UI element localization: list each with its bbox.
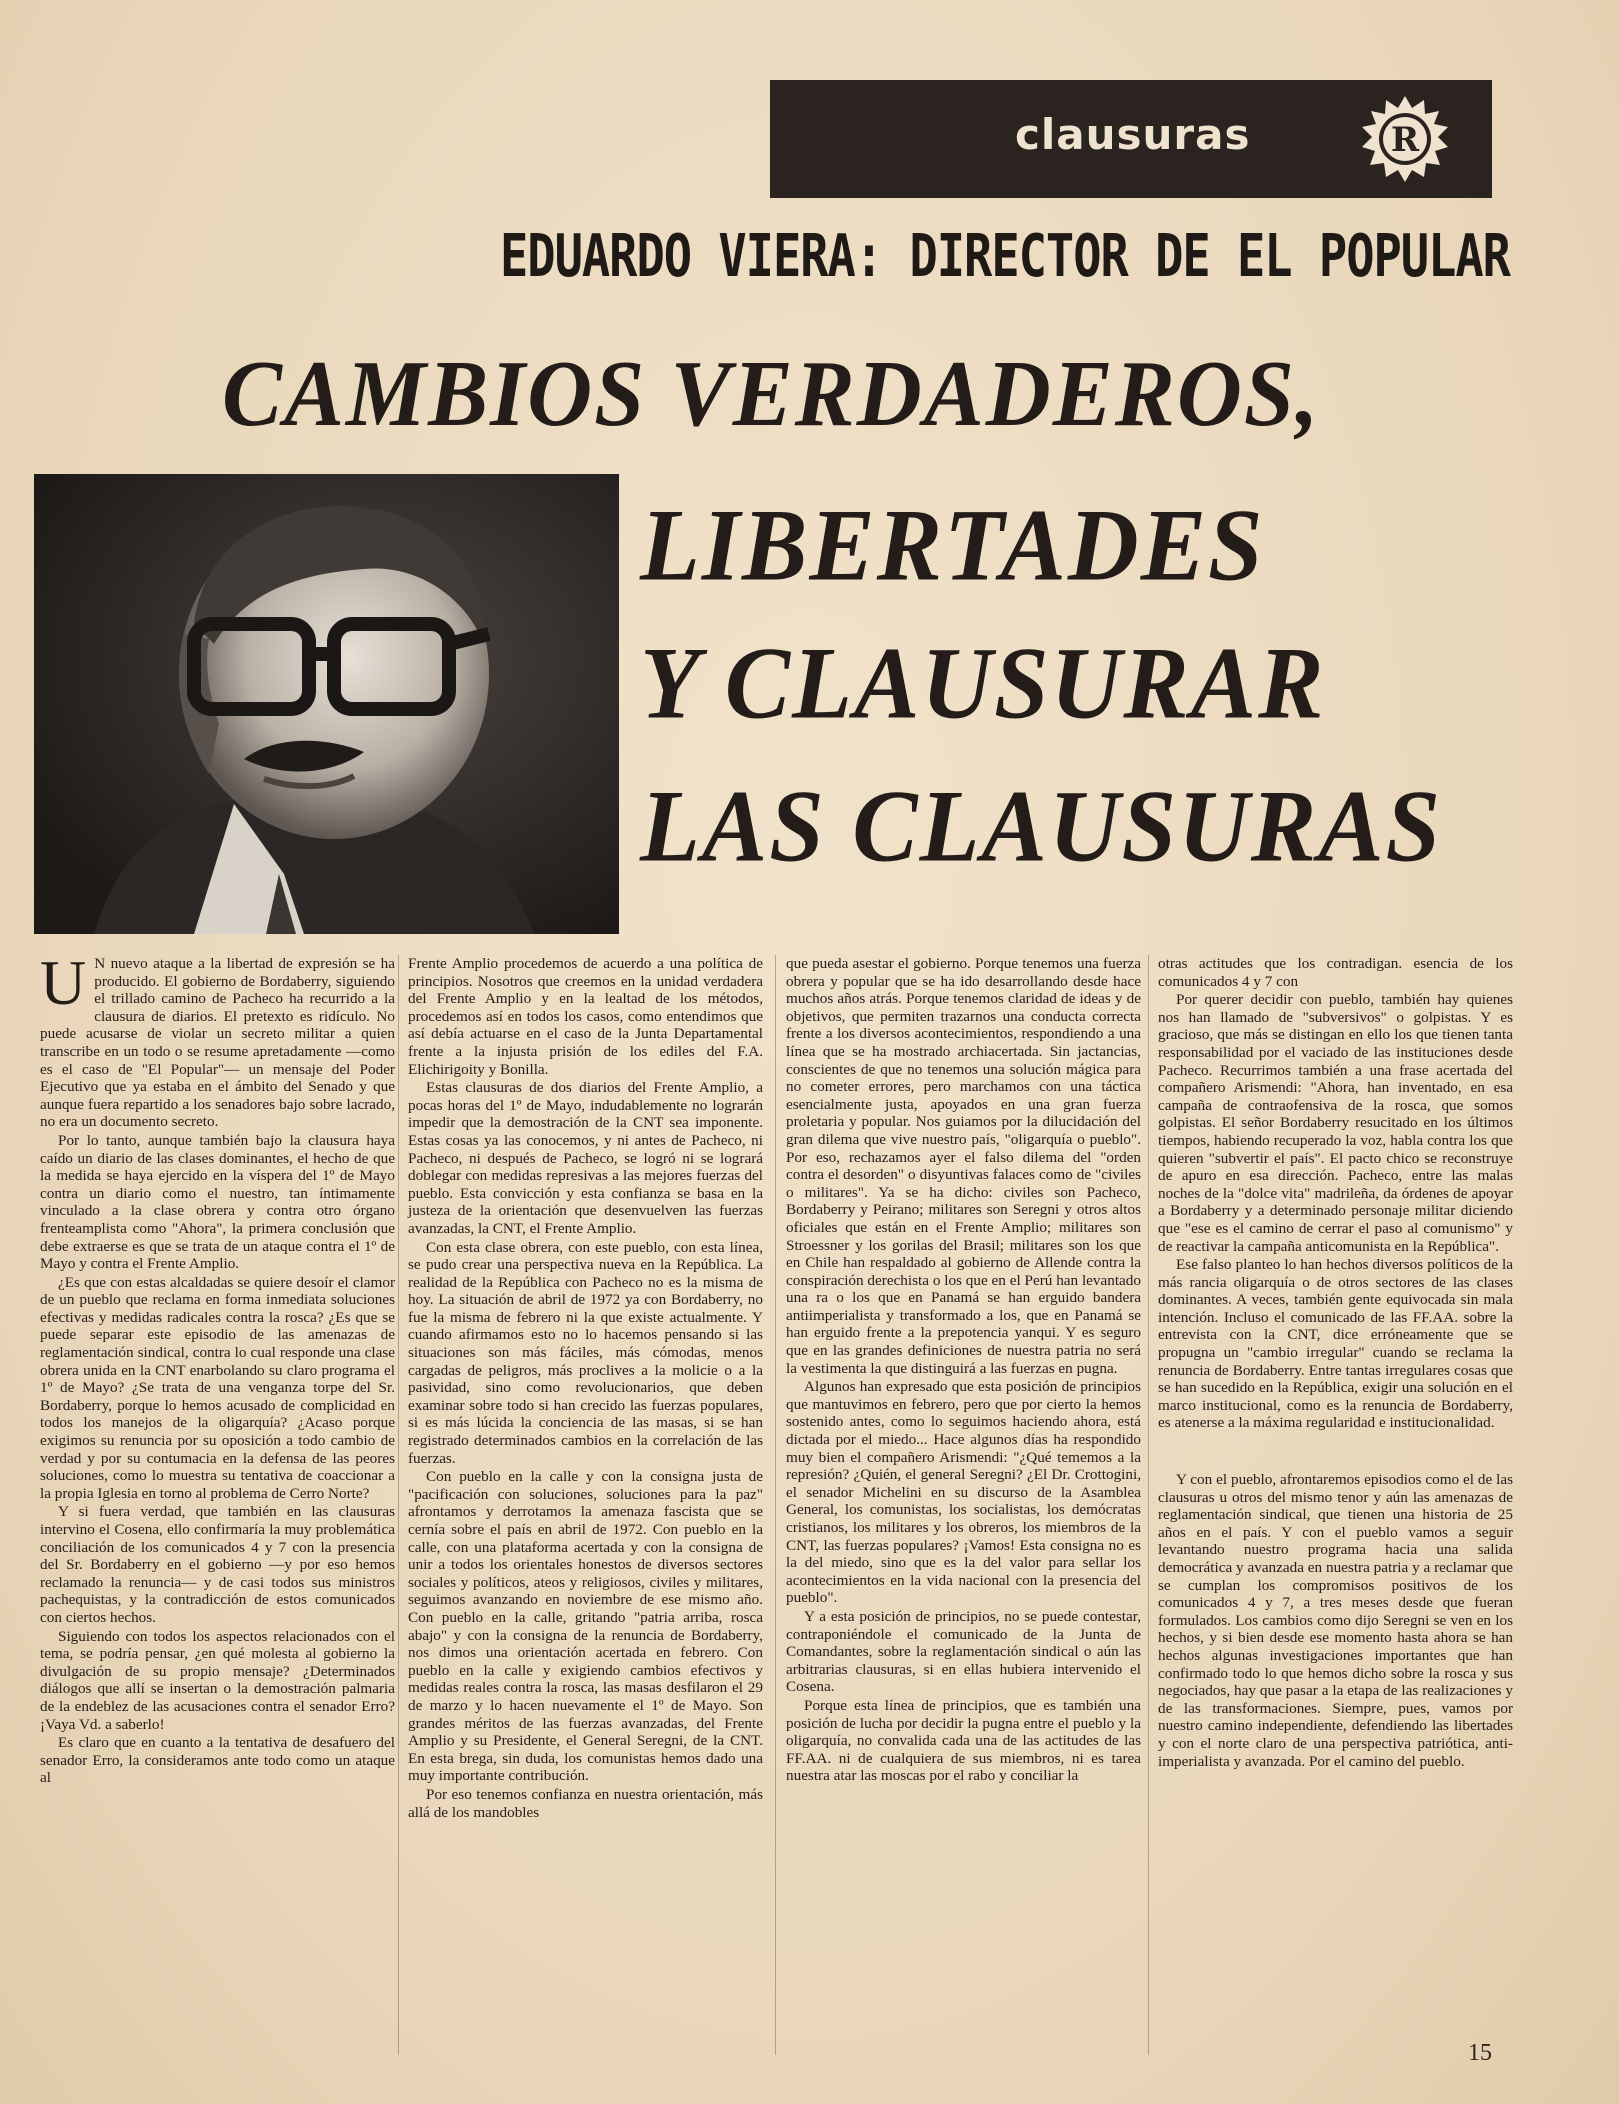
paragraph: Por querer decidir con pueblo, también hay quienes nos han llamado de "subversivos" o golpistas. Y es gracioso, que más se distingan en ello los que tienen tanta responsabilidad por el vaciado de las instituciones desde Pacheco. Recurrimos también a una frase acertada del compañero Arismendi: "Ahora, han inventado, en esa campaña de contraofensiva de la rosca, que somos golpistas. El señor Bordaberry resucitado en los últimos tiempos, habiendo recuperado la voz, habla contra los que quieren "subvertir el país". El pacto chico se reconstruye de apuro en esa dirección. Pacheco, entre las malas noches de la "dolce vita" madrileña, da órdenes de apoyar a Bordaberry y a determinado personaje militar diciendo que "ese es el camino de cerrar el paso al comunismo" y de reactivar la campaña anticomunista en la República".: [1158, 991, 1513, 1255]
kicker: EDUARDO VIERA: DIRECTOR DE EL POPULAR: [500, 222, 1510, 291]
article-column-2: [408, 955, 763, 1822]
paragraph: Por lo tanto, aunque también bajo la clausura haya caído un diario de las clases dominantes, el hecho de que la medida se haya ejercido en la víspera del 1º de Mayo contra un diario como el nuestro, tan íntimamente vinculado a la clase obrera y contra otro órgano frenteamplista como "Ahora", la primera conclusión que debe extraerse es que se trata de un ataque contra el 1º de Mayo y contra el Frente Amplio.: [40, 1131, 395, 1273]
article-column-1: [40, 947, 395, 1788]
logo-letter: R: [1390, 120, 1420, 160]
paragraph: Es claro que en cuanto a la tentativa de desafuero del senador Erro, la consideramos ante todo como un ataque al: [40, 1734, 395, 1787]
column-rule: [775, 955, 776, 2055]
article-column-3: [786, 955, 1141, 1786]
paragraph: Y con el pueblo, afrontaremos episodios como el de las clausuras u otros del mismo tenor y aún las amenazas de reglamentación sindical, que tienen una historia de 25 años en el país. Y con el pueblo vamos a seguir levantando nuestro programa hacia una salida democrática y avanzada en nuestra patria y a reclamar que se cumplan los compromisos positivos de los comunicados 4 y 7, a tres meses desde que fueran formulados. Los cambios como dijo Seregni se ven en los hechos, y si bien desde ese momento hasta ahora se han hechos algunas investigaciones importantes que han confirmado todo lo que hemos dicho sobre la rosca y sus negociados, hay que pasar a la etapa de las realizaciones y de las transformaciones. Siempre, pues, vamos por nuestro camino independiente, defendiendo las libertades y con el norte claro de una perspectiva patriótica, anti-imperialista y avanzada. Por el camino del pueblo.: [1158, 1471, 1513, 1770]
paragraph: Por eso tenemos confianza en nuestra orientación, más allá de los mandobles: [408, 1785, 763, 1821]
paragraph: Porque esta línea de principios, que es también una posición de lucha por decidir la pugna entre el pueblo y la oligarquía, no convalida cada una de las actitudes de las FF.AA. ni de cualquiera de sus miembros, ni es tarea nuestra atar las moscas por el rabo y conciliar la: [786, 1696, 1141, 1785]
drop-cap: U: [40, 947, 87, 1018]
paragraph: que pueda asestar el gobierno. Porque tenemos una fuerza obrera y popular que se ha ido desarrollando desde hace muchos años atrás. Porque tenemos claridad de ideas y de objetivos, que permiten trazarnos una conducta correcta frente a los diversos acontecimientos, respondiendo a una línea que se ha mostrado archiacertada. Sin jactancias, conscientes de que no tenemos una solución mágica para no cometer errores, pero marchamos con una táctica esencialmente justa, apoyados en una gran fuerza proletaria y popular. Nos guiamos por la dilucidación del gran dilema que vive nuestro país, "oligarquía o pueblo". Por eso, rechazamos ayer el falso dilema del "orden contra el desorden" o disyuntivas falaces como de "civiles o militares". Ya se ha dicho: civiles son Pacheco, Bordaberry y Peirano; militares son Seregni y otros altos oficiales que están en el Frente Amplio; militares son Stroessner y los gorilas del Brasil; militares son los que en Chile han respaldado al gobierno de Allende contra la conspiración derechista o los que en el Perú han levantado una ra o los que en Panamá se han erguido bandera antiimperialista y transformado a los, que en Panamá se han erguido frente a la prepotencia yanqui. Y es seguro que en las grandes definiciones de nuestra patria no será la vestimenta la que distinguirá a las fuerzas en pugna.: [786, 955, 1141, 1377]
paragraph: Algunos han expresado que esta posición de principios que mantuvimos en febrero, pero que por cierto la hemos sostenido antes, como lo seguimos haciendo ahora, está dictada por el miedo... Hace algunos días ha respondido muy bien el compañero Arismendi: "¿Qué tememos a la represión? ¿Quién, el general Seregni? ¿El Dr. Crottogini, el senador Michelini en su discurso de la Asamblea General, los comunistas, los socialistas, los demócratas cristianos, los militares y los obreros, los miembros de la CNT, las fuerzas populares? ¡Vamos! Esta consigna no es la del miedo, sino que es la del valor para sellar los acontecimientos en la vida nacional con la presencia del pueblo".: [786, 1378, 1141, 1607]
section-banner: [770, 80, 1492, 198]
paragraph: Y a esta posición de principios, no se puede contestar, contraponiéndole el comunicado de la Junta de Comandantes, sobre la reglamentación sindical o aún las arbitrarias clausuras, si en ellas hubiera intervenido el Cosena.: [786, 1607, 1141, 1696]
paragraph-gap: [1158, 1433, 1513, 1471]
paragraph: Con esta clase obrera, con este pueblo, con esta línea, se pudo crear una perspectiva nueva en la República. La realidad de la República con Pacheco no es la misma de hoy. La situación de abril de 1972 ya con Bordaberry, no fue la misma de febrero ni la que existe actualmente. Y cuando afirmamos esto no lo hacemos pensando si las situaciones son más fáciles, más cómodas, menos cargadas de peligros, más proclives a la molicie o a la pasividad, sino como revolucionarios, que deben examinar sobre todo si han crecido las fuerzas populares, si es más lúcida la conciencia de las masas, si se han registrado determinados cambios en la correlación de las fuerzas.: [408, 1238, 763, 1467]
page-number: 15: [1468, 2040, 1492, 2066]
headline-line-4: LAS CLAUSURAS: [640, 770, 1443, 884]
column-rule: [398, 955, 399, 2055]
headline-line-1: CAMBIOS VERDADEROS,: [222, 342, 1321, 447]
paragraph: ¿Es que con estas alcaldadas se quiere desoír el clamor de un pueblo que reclama en forma inmediata soluciones efectivas y medidas radicales contra la rosca? ¿Es que se puede separar este episodio de las amenazas de reglamentación sindical, contra lo cual responde una clase obrera unida en la CNT enarbolando su claro programa el 1º de Mayo? ¿Se trata de una venganza torpe del Sr. Bordaberry, porque lo hemos acusado de complicidad en todos los manejos de la oligarquía? ¿Acaso porque exigimos su renuncia por su oposición a todo cambio de verdad y por su contumacia en la defensa de las peores soluciones, como lo muestra su tentativa de coaccionar a la propia Iglesia en torno al problema de Cerro Norte?: [40, 1273, 395, 1502]
section-label: clausuras: [1015, 110, 1251, 159]
paragraph: Frente Amplio procedemos de acuerdo a una política de principios. Nosotros que creemos en la unidad verdadera del Frente Amplio y en la lealtad de los métodos, procedemos así en todos los casos, como entendimos que así debía actuarse en el caso de la Junta Departamental frente a la injusta prisión de los ediles del F.A. Elichirigoity y Bonilla.: [408, 955, 763, 1078]
column-rule: [1148, 955, 1149, 2055]
paragraph-text: N nuevo ataque a la libertad de expresión se ha producido. El gobierno de Bordaberry, siguiendo el trillado camino de Pacheco ha recurrido a la clausura de diarios. El pretexto es ridículo. No puede acusarse de violar un secreto militar a quien transcribe en un todo o se resume apretadamente —como es el caso de "El Popular"— un mensaje del Poder Ejecutivo que ya estaba en el ámbito del Senado y que aunque fuera repartido a los senadores bajo sobre lacrado, no era un documento secreto.: [40, 955, 395, 1131]
portrait-photo-icon: [34, 474, 619, 934]
paragraph: Y si fuera verdad, que también en las clausuras intervino el Cosena, ello confirmaría la muy problemática conciliación de los comunicados 4 y 7 con la presencia del Sr. Bordaberry en el gobierno —y por eso hemos reclamado la renuncia— y de casi todos sus ministros pachequistas, y la contradicción de estos comunicados con ciertos hechos.: [40, 1503, 395, 1626]
paragraph: [40, 947, 395, 1131]
article-column-4: [1158, 955, 1513, 1771]
paragraph: Con pueblo en la calle y con la consigna justa de "pacificación con soluciones, soluciones para la paz" afrontamos y derrotamos la amenaza fascista que se cernía sobre el país en abril de 1972. Con pueblo en la calle, con una plataforma acertada y con la consigna de unir a todos los orientales honestos de diversos sectores sociales y políticos, ateos y religiosos, civiles y militares, seguimos avanzando en noviembre de ese mismo año. Con pueblo en la calle, gritando "patria arriba, rosca abajo" y con la consigna de la renuncia de Bordaberry, nos dimos una orientación acertada en febrero. Con pueblo en la calle y exigiendo cambios efectivos y medidas reales contra la rosca, las masas desfilaron el 29 de marzo y lo hacen nuevamente el 1º de Mayo. Son grandes méritos de las fuerzas avanzadas, del Frente Amplio y su Presidente, el General Seregni, de la CNT. En esta brega, sin duda, los comunistas hemos dado una muy importante contribución.: [408, 1468, 763, 1785]
paragraph: Siguiendo con todos los aspectos relacionados con el tema, se podría pensar, ¿en qué molesta al gobierno la divulgación de su propio mensaje? ¿Determinados diálogos que allí se insertan o la demostración palmaria de la endeblez de las acusaciones contra el senador Erro? ¡Vaya Vd. a saberlo!: [40, 1627, 395, 1733]
paragraph: otras actitudes que los contradigan. esencia de los comunicados 4 y 7 con: [1158, 955, 1513, 990]
paragraph: Ese falso planteo lo han hechos diversos políticos de la más rancia oligarquía o de otros sectores de las clases dominantes. A veces, también gente equivocada sin mala intención. Incluso el comunicado de las FF.AA. sobre la entrevista con la CNT, dice erróneamente que se propugna un "cambio irregular" cuando se reclama la renuncia de Bordaberry. Entre tantas irregulares cosas que se han sucedido en la República, exigir una solución en el marco institucional, como es la renuncia de Bordaberry, es atenerse a la máxima regularidad e institucionalidad.: [1158, 1256, 1513, 1432]
gear-emblem-icon: [1360, 94, 1450, 184]
paragraph: Estas clausuras de dos diarios del Frente Amplio, a pocas horas del 1º de Mayo, indudablemente no lograrán impedir que la demostración de la CNT sea imponente. Estas cosas ya las conocemos, y ni antes de Pacheco, ni Pacheco, ni después de Pacheco, se logró ni se logrará doblegar con medidas represivas a las mejores fuerzas del pueblo. Esta convicción y esta confianza se basa en la justeza de la orientación que desenvuelven las fuerzas avanzadas, la CNT, el Frente Amplio.: [408, 1079, 763, 1237]
headline-line-2: LIBERTADES: [640, 489, 1265, 603]
headline-line-3: Y CLAUSURAR: [640, 627, 1326, 741]
